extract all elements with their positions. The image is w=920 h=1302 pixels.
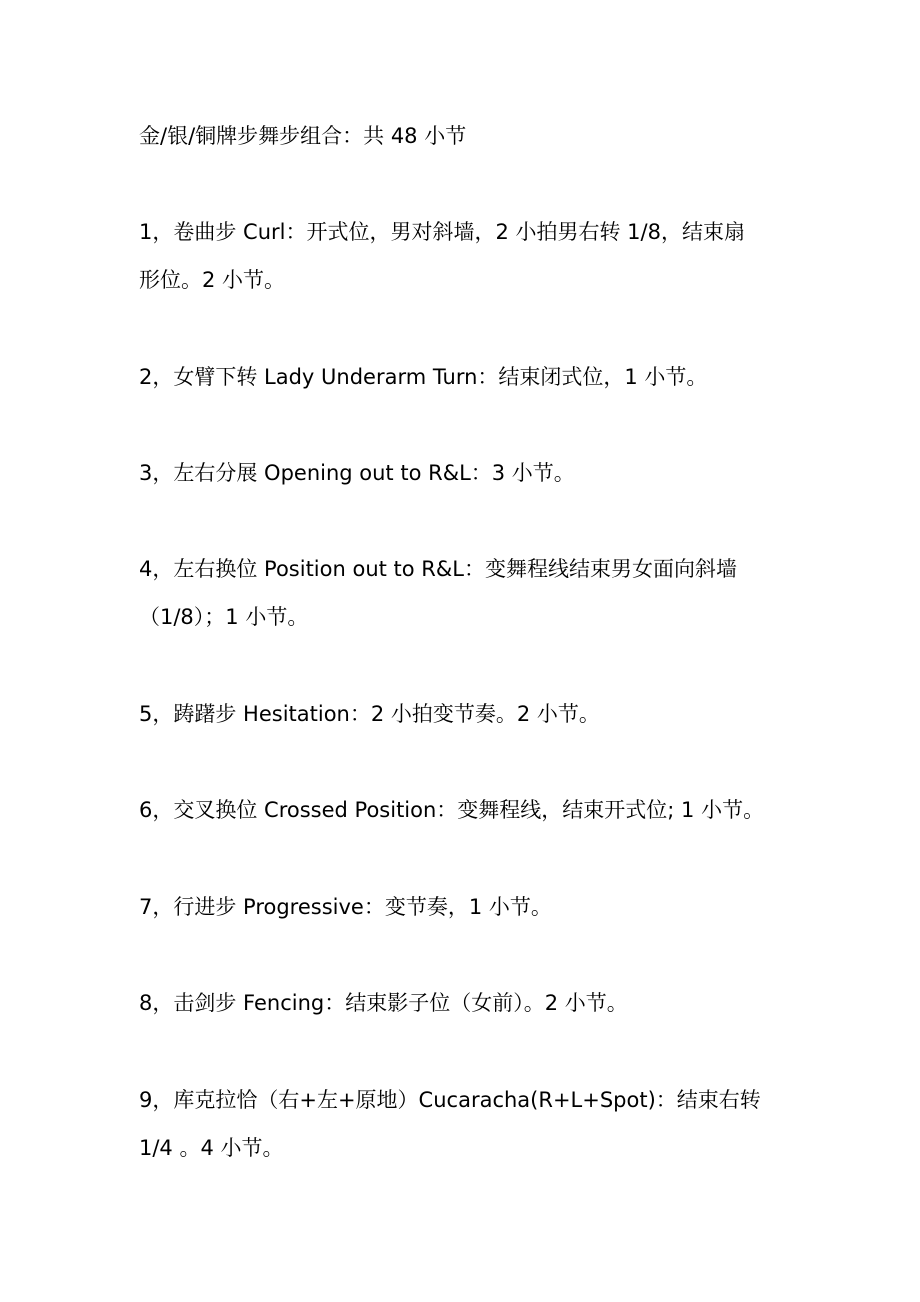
step-line: 3，左右分展 Opening out to R&L：3 小节。	[139, 461, 575, 485]
step-item-fencing	[139, 979, 789, 1027]
step-item-progressive	[139, 883, 789, 931]
step-line: 2，女臂下转 Lady Underarm Turn：结束闭式位，1 小节。	[139, 365, 708, 389]
document-title: 金/银/铜牌步舞步组合：共 48 小节	[139, 124, 467, 148]
step-line: 6，交叉换位 Crossed Position：变舞程线，结束开式位; 1 小节。	[139, 798, 765, 822]
step-item-cucaracha	[139, 1076, 789, 1172]
step-line: 1/4 。4 小节。	[139, 1136, 284, 1160]
step-line: 8，击剑步 Fencing：结束影子位（女前）。2 小节。	[139, 991, 628, 1015]
step-line: 9，库克拉恰（右+左+原地）Cucaracha(R+L+Spot)：结束右转	[139, 1088, 761, 1112]
step-item-curl	[139, 208, 789, 304]
step-item-opening-out	[139, 449, 789, 497]
step-line: 1，卷曲步 Curl：开式位，男对斜墙，2 小拍男右转 1/8，结束扇	[139, 220, 745, 244]
step-line: 4，左右换位 Position out to R&L：变舞程线结束男女面向斜墙	[139, 557, 737, 581]
step-line: 5，踌躇步 Hesitation：2 小拍变节奏。2 小节。	[139, 702, 600, 726]
step-item-crossed-position	[139, 786, 789, 834]
step-line: 形位。2 小节。	[139, 268, 286, 292]
step-item-hesitation	[139, 690, 789, 738]
step-line: （1/8）；1 小节。	[139, 605, 309, 629]
step-item-position-out	[139, 545, 789, 641]
step-item-lady-underarm-turn	[139, 353, 789, 401]
step-line: 7，行进步 Progressive：变节奏，1 小节。	[139, 895, 552, 919]
